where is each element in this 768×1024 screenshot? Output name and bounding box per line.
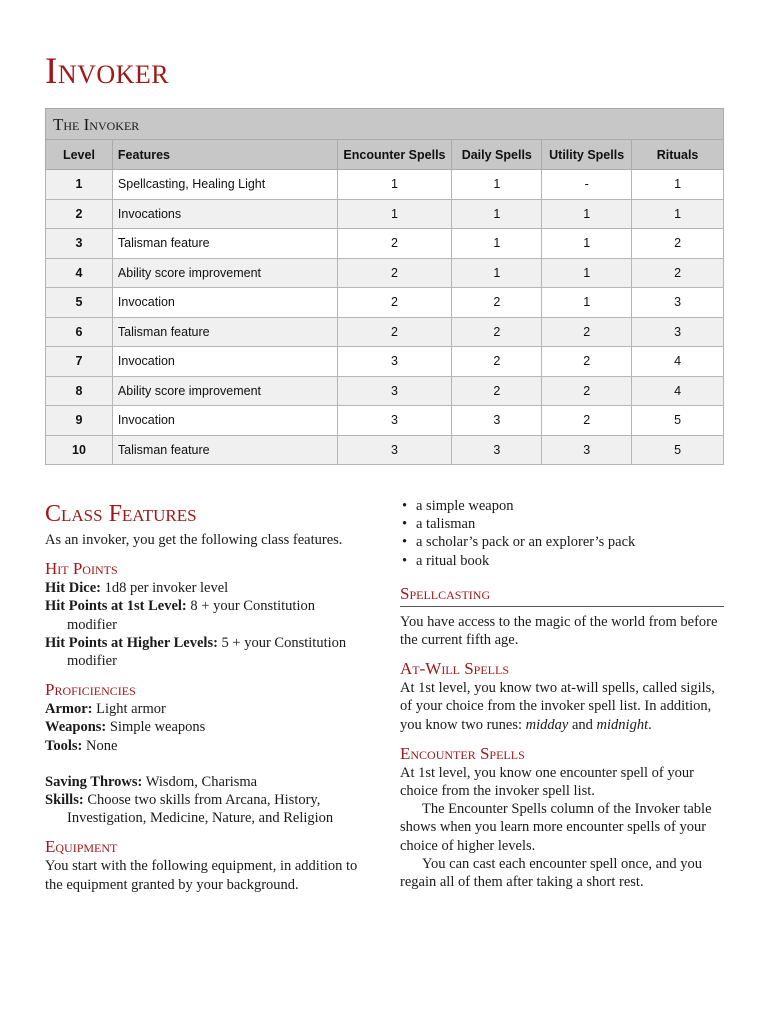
cell-level: 10: [46, 435, 113, 465]
cell-rituals: 2: [632, 229, 724, 259]
table-row: [46, 435, 724, 465]
cell-level: 6: [46, 317, 113, 347]
cell-daily: 2: [452, 288, 542, 318]
cell-features: Spellcasting, Healing Light: [112, 170, 337, 200]
header-encounter-spells: Encounter Spells: [337, 140, 452, 170]
list-item: • a ritual book: [400, 552, 724, 570]
tools-label: Tools:: [45, 737, 83, 754]
skills-line: [45, 791, 367, 827]
cell-daily: 1: [452, 258, 542, 288]
cell-utility: 2: [542, 406, 632, 436]
encounter-heading: Encounter Spells: [400, 743, 525, 763]
at-will-text-b: and: [568, 716, 597, 733]
rune-midday: midday: [525, 716, 569, 733]
cell-encounter: 1: [337, 199, 452, 229]
encounter-p3: You can cast each encounter spell once, and you regain all of them after taking a short rest.: [400, 855, 702, 891]
cell-utility: -: [542, 170, 632, 200]
cell-rituals: 5: [632, 406, 724, 436]
weapons-label: Weapons:: [45, 719, 107, 736]
invoker-table: [45, 108, 724, 465]
right-column: [400, 497, 724, 891]
table-header-row: [46, 140, 724, 170]
table-row: [46, 199, 724, 229]
table-caption: The Invoker: [45, 108, 724, 139]
cell-rituals: 1: [632, 170, 724, 200]
cell-daily: 3: [452, 406, 542, 436]
encounter-p2: The Encounter Spells column of the Invoker table shows when you learn more encounter spells of your choice of higher levels.: [400, 801, 712, 854]
page-title: Invoker: [45, 51, 170, 92]
cell-level: 2: [46, 199, 113, 229]
saves-line: [45, 773, 367, 791]
cell-rituals: 4: [632, 376, 724, 406]
hp-higher-value: 5 + your Constitution modifier: [67, 634, 347, 670]
class-features-heading: Class Features: [45, 501, 197, 527]
cell-features: Talisman feature: [112, 229, 337, 259]
cell-encounter: 3: [337, 406, 452, 436]
cell-level: 5: [46, 288, 113, 318]
cell-features: Talisman feature: [112, 317, 337, 347]
table-row: [46, 170, 724, 200]
cell-features: Ability score improvement: [112, 258, 337, 288]
table-row: [46, 376, 724, 406]
equipment-list: [400, 497, 724, 570]
cell-level: 9: [46, 406, 113, 436]
hp-higher-label: Hit Points at Higher Levels:: [45, 634, 218, 651]
hp-first-value: 8 + your Constitution modifier: [67, 598, 315, 633]
tools-line: [45, 737, 367, 755]
cell-utility: 3: [542, 435, 632, 465]
cell-utility: 1: [542, 229, 632, 259]
armor-line: [45, 700, 367, 718]
hp-first-label: Hit Points at 1st Level:: [45, 598, 187, 615]
header-utility-spells: Utility Spells: [542, 140, 632, 170]
hp-first-line: [45, 597, 367, 633]
cell-utility: 2: [542, 376, 632, 406]
cell-daily: 1: [452, 199, 542, 229]
cell-utility: 1: [542, 288, 632, 318]
list-item: • a simple weapon: [400, 497, 724, 515]
cell-encounter: 3: [337, 376, 452, 406]
list-item: • a scholar’s pack or an explorer’s pack: [400, 533, 724, 551]
weapons-value: Simple weapons: [106, 719, 206, 736]
tools-value: None: [82, 737, 118, 754]
cell-level: 4: [46, 258, 113, 288]
cell-encounter: 2: [337, 288, 452, 318]
armor-label: Armor:: [45, 701, 93, 718]
cell-utility: 2: [542, 317, 632, 347]
cell-utility: 2: [542, 347, 632, 377]
cell-features: Invocation: [112, 406, 337, 436]
proficiencies-heading: Proficiencies: [45, 680, 136, 700]
cell-features: Invocation: [112, 347, 337, 377]
equipment-intro: You start with the following equipment, in addition to the equipment granted by your background.: [45, 858, 358, 893]
class-features-intro: As an invoker, you get the following class features.: [45, 532, 343, 548]
cell-level: 7: [46, 347, 113, 377]
cell-rituals: 1: [632, 199, 724, 229]
cell-rituals: 2: [632, 258, 724, 288]
at-will-text-c: .: [648, 716, 652, 733]
hit-points-heading: Hit Points: [45, 559, 118, 579]
table-row: [46, 317, 724, 347]
weapons-line: [45, 718, 367, 736]
cell-daily: 2: [452, 317, 542, 347]
cell-rituals: 5: [632, 435, 724, 465]
cell-daily: 2: [452, 376, 542, 406]
header-rituals: Rituals: [632, 140, 724, 170]
hp-higher-line: [45, 634, 367, 670]
level-table: [45, 139, 724, 465]
cell-encounter: 3: [337, 347, 452, 377]
cell-features: Talisman feature: [112, 435, 337, 465]
cell-encounter: 2: [337, 229, 452, 259]
cell-level: 3: [46, 229, 113, 259]
table-row: [46, 347, 724, 377]
cell-daily: 1: [452, 170, 542, 200]
hit-dice-value: 1d8 per invoker level: [100, 580, 229, 597]
hit-dice-label: Hit Dice:: [45, 580, 101, 597]
cell-utility: 1: [542, 258, 632, 288]
skills-value: Choose two skills from Arcana, History, Investigation, Medicine, Nature, and Religion: [67, 792, 334, 827]
cell-rituals: 4: [632, 347, 724, 377]
spellcasting-heading: Spellcasting: [400, 584, 724, 607]
cell-utility: 1: [542, 199, 632, 229]
at-will-text-a: At 1st level, you know two at-will spells, called sigils, of your choice from the invoker spell list. In addition, you know two runes:: [400, 680, 715, 733]
cell-features: Invocations: [112, 199, 337, 229]
cell-features: Ability score improvement: [112, 376, 337, 406]
skills-label: Skills:: [45, 792, 84, 809]
saves-value: Wisdom, Charisma: [142, 773, 258, 790]
spellcasting-text: You have access to the magic of the world from before the current fifth age.: [400, 613, 718, 649]
equipment-heading: Equipment: [45, 837, 118, 857]
left-column: [45, 500, 367, 894]
header-daily-spells: Daily Spells: [452, 140, 542, 170]
hit-dice-line: [45, 579, 367, 597]
cell-encounter: 2: [337, 258, 452, 288]
cell-daily: 3: [452, 435, 542, 465]
rune-midnight: midnight: [596, 716, 649, 733]
cell-encounter: 1: [337, 170, 452, 200]
cell-encounter: 3: [337, 435, 452, 465]
encounter-p1: At 1st level, you know one encounter spell of your choice from the invoker spell list.: [400, 764, 694, 800]
cell-rituals: 3: [632, 288, 724, 318]
cell-level: 8: [46, 376, 113, 406]
list-item: • a talisman: [400, 515, 724, 533]
header-level: Level: [46, 140, 113, 170]
cell-features: Invocation: [112, 288, 337, 318]
cell-level: 1: [46, 170, 113, 200]
cell-rituals: 3: [632, 317, 724, 347]
table-row: [46, 229, 724, 259]
table-row: [46, 406, 724, 436]
header-features: Features: [112, 140, 337, 170]
cell-daily: 1: [452, 229, 542, 259]
table-row: [46, 288, 724, 318]
table-row: [46, 258, 724, 288]
at-will-heading: At-Will Spells: [400, 659, 510, 679]
armor-value: Light armor: [92, 701, 166, 718]
cell-daily: 2: [452, 347, 542, 377]
cell-encounter: 2: [337, 317, 452, 347]
at-will-text: [400, 679, 724, 734]
saves-label: Saving Throws:: [45, 773, 143, 790]
